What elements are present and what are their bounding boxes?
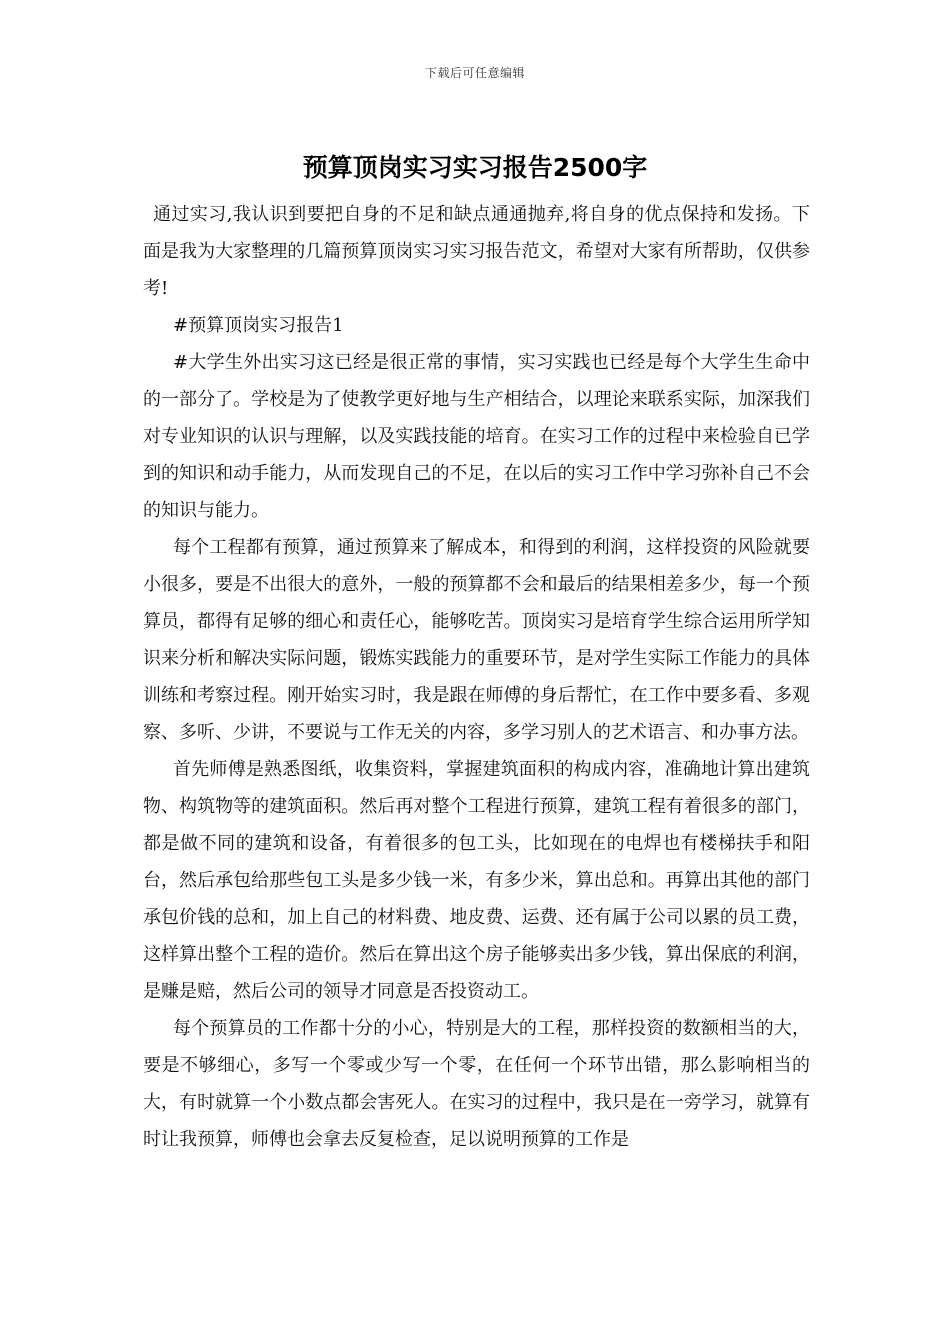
header-note: 下载后可任意编辑 [424, 66, 525, 80]
paragraph: 每个工程都有预算，通过预算来了解成本，和得到的利润，这样投资的风险就要小很多，要是不出很大的意外，一般的预算都不会和最后的结果相差多少，每一个预算员，都得有足够的细心和责任心，能够吃苦。顶岗实习是培育学生综合运用所学知识来分析和解决实际问题，锻炼实践能力的重要环节，是对学生实际工作能力的具体训练和考察过程。刚开始实习时，我是跟在师傅的身后帮忙，在工作中要多看、多观察、多听、少讲，不要说与工作无关的内容，多学习别人的艺术语言、和办事方法。 [143, 537, 810, 743]
document-body [143, 196, 810, 1158]
paragraph: 每个预算员的工作都十分的小心，特别是大的工程，那样投资的数额相当的大，要是不够细心，多写一个零或少写一个零，在任何一个环节出错，那么影响相当的大，有时就算一个小数点都会害死人。在实习的过程中，我只是在一旁学习，就算有时让我预算，师傅也会拿去反复检查，足以说明预算的工作是 [143, 1018, 810, 1150]
paragraph-intro: 通过实习,我认识到要把自身的不足和缺点通通抛弃,将自身的优点保持和发扬。下面是我为大家整理的几篇预算顶岗实习实习报告范文，希望对大家有所帮助，仅供参考! [143, 204, 810, 299]
paragraph: 首先师傅是熟悉图纸，收集资料，掌握建筑面积的构成内容，准确地计算出建筑物、构筑物等的建筑面积。然后再对整个工程进行预算，建筑工程有着很多的部门，都是做不同的建筑和设备，有着很多的包工头，比如现在的电焊也有楼梯扶手和阳台，然后承包给那些包工头是多少钱一米，有多少米，算出总和。再算出其他的部门承包价钱的总和，加上自己的材料费、地皮费、运费、还有属于公司以累的员工费，这样算出整个工程的造价。然后在算出这个房子能够卖出多少钱，算出保底的利润，是赚是赔，然后公司的领导才同意是否投资动工。 [143, 759, 810, 1002]
paragraph: #大学生外出实习这已经是很正常的事情，实习实践也已经是每个大学生生命中的一部分了。学校是为了使教学更好地与生产相结合，以理论来联系实际，加深我们对专业知识的认识与理解，以及实践技能的培育。在实习工作的过程中来检验自已学到的知识和动手能力，从而发现自己的不足，在以后的实习工作中学习弥补自己不会的知识与能力。 [143, 352, 810, 521]
section-heading: #预算顶岗实习报告1 [173, 315, 344, 336]
document-title: 预算顶岗实习实习报告2500字 [302, 153, 648, 182]
